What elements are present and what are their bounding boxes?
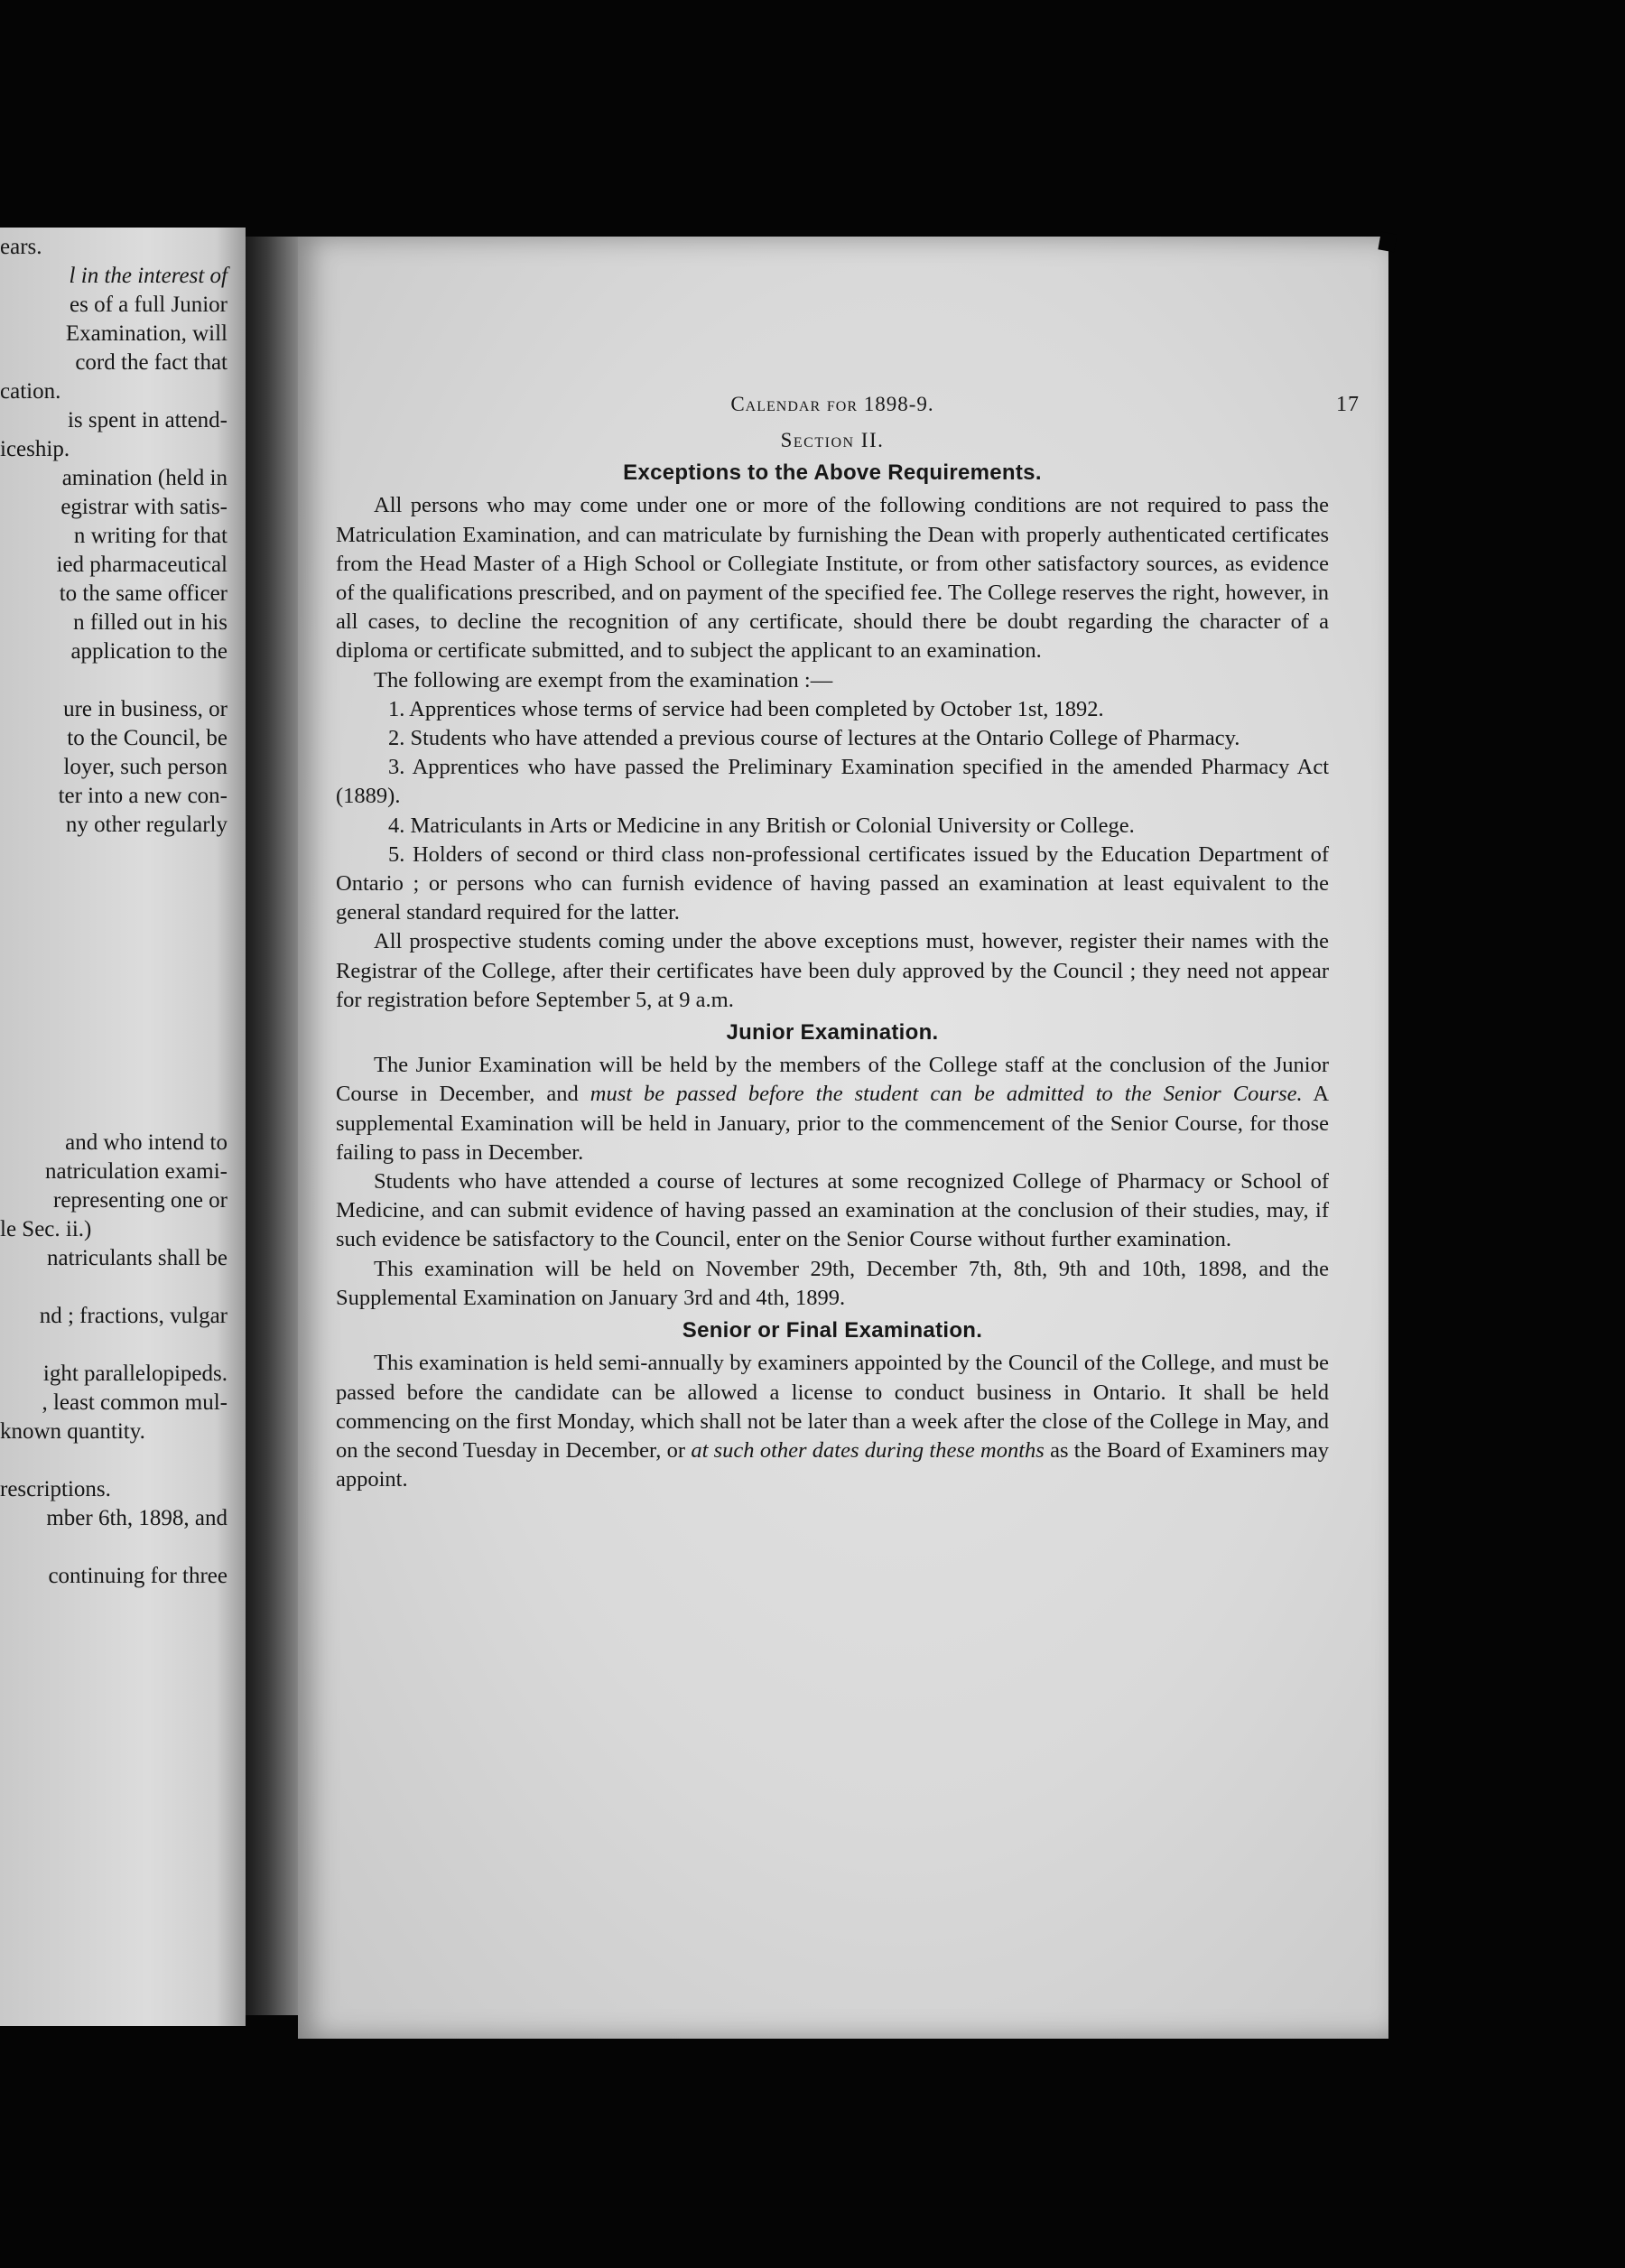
left-page-line: is spent in attend- <box>67 408 228 432</box>
left-page-line: natriculants shall be <box>47 1246 228 1270</box>
left-page-line: known quantity. <box>0 1419 145 1444</box>
left-page-line: to the Council, be <box>67 726 228 750</box>
page-content <box>336 390 1360 1494</box>
junior-paragraph-1 <box>336 1051 1329 1167</box>
senior-heading: Senior or Final Examination. <box>682 1318 983 1343</box>
junior-paragraph-2: Students who have attended a course of lectures at some recognized College of Pharmacy or School of Medicine, and can submit evidence of having passed an examination at the conclusion of their studies, may, if such evidence be satisfactory to the Council, enter on the Senior Course without further examination. <box>336 1169 1329 1252</box>
left-page-line: cord the fact that <box>75 350 228 375</box>
junior-p1-italic: must be passed before the student can be admitted to the Senior Course. <box>590 1082 1303 1107</box>
left-page-line: nd ; fractions, vulgar <box>39 1304 228 1328</box>
left-page-line: cation. <box>0 379 61 404</box>
left-page-line: natriculation exami- <box>44 1159 228 1184</box>
running-header <box>336 390 1360 424</box>
left-page-line: to the same officer <box>59 581 228 606</box>
left-page-line: le Sec. ii.) <box>0 1217 92 1241</box>
left-page-line: Examination, will <box>65 321 228 346</box>
left-page-line: l in the interest of <box>69 264 228 288</box>
left-page-line: egistrar with satis- <box>60 495 228 519</box>
exceptions-intro: All persons who may come under one or more of the following conditions are not required to pass the Matriculation Examination, and can matriculate by furnishing the Dean with properly authenticated certificates from the Head Master of a High School or Collegiate Institute, or from other satisfactory sources, as evidence of the qualifications prescribed, and on payment of the specified fee. The College reserves the right, however, in all cases, to decline the recognition of any certificate, should there be doubt regarding the character of a diploma or certificate submitted, and to subject the applicant to an examination. <box>336 493 1329 664</box>
exempt-item-2: 2. Students who have attended a previous course of lectures at the Ontario College of Pharmacy. <box>388 726 1240 751</box>
left-page-line: iceship. <box>0 437 70 461</box>
senior-paragraph-1 <box>336 1349 1329 1494</box>
junior-p1-text-b: A supplemental Examination will be held in January, prior to the commencement of the Senior Course, for those failing to pass in December. <box>336 1082 1330 1165</box>
page-corner <box>1378 232 1397 253</box>
left-page-line: ied pharmaceutical <box>56 553 228 577</box>
senior-p1-text-b: as the Board of Examiners may appoint. <box>336 1437 1329 1492</box>
left-page-line: , least common mul- <box>42 1390 228 1415</box>
left-page-line: continuing for three <box>48 1564 228 1588</box>
exceptions-heading: Exceptions to the Above Requirements. <box>623 460 1042 486</box>
left-page-line: n writing for that <box>73 524 228 548</box>
exempt-item-4: 4. Matriculants in Arts or Medicine in any British or Colonial University or College. <box>388 813 1135 838</box>
junior-p1-text-a: The Junior Examination will be held by the members of the College staff at the conclusion of the Junior Course in December, and <box>336 1053 1329 1107</box>
junior-paragraph-3: This examination will be held on November 29th, December 7th, 8th, 9th and 10th, 1898, and the Supplemental Examination on January 3rd and 4th, 1899. <box>336 1256 1329 1310</box>
running-title: Calendar for 1898-9. <box>730 393 934 415</box>
left-page-line: es of a full Junior <box>70 293 228 317</box>
page-number: 17 <box>1336 393 1360 416</box>
exceptions-closing: All prospective students coming under the above exceptions must, however, register their names with the Registrar of the College, after their certificates have been duly approved by the Council ; they need not appear for registration before September 5, at 9 a.m. <box>336 929 1329 1012</box>
exempt-item-5: 5. Holders of second or third class non-professional certificates issued by the Education Department of Ontario ; or persons who can furnish evidence of having passed an examination at least equivalent to the general standard required for the latter. <box>336 841 1329 925</box>
left-page-line: ears. <box>0 235 42 259</box>
left-page-line: representing one or <box>53 1188 228 1213</box>
left-page-line: mber 6th, 1898, and <box>46 1506 228 1530</box>
junior-heading: Junior Examination. <box>726 1020 939 1046</box>
left-page-line: ure in business, or <box>63 697 228 721</box>
left-page-fragment <box>0 228 246 2026</box>
left-page-line: loyer, such person <box>63 755 228 779</box>
left-page-line: ight parallelopipeds. <box>42 1362 228 1386</box>
senior-p1-text-a: This examination is held semi-annually by examiners appointed by the Council of the College, and must be passed before the candidate can be allowed a license to conduct business in Ontario. It shall be held commencing on the first Monday, which shall not be later than a week after the close of the College in May, and on the second Tuesday in December, or <box>336 1351 1329 1463</box>
left-page-line: ter into a new con- <box>58 784 228 808</box>
senior-p1-italic: at such other dates during these months <box>691 1437 1045 1463</box>
left-page-line: application to the <box>70 639 228 664</box>
exempt-item-1: 1. Apprentices whose terms of service had been completed by October 1st, 1892. <box>388 696 1104 721</box>
left-page-line: and who intend to <box>65 1130 228 1155</box>
exempt-lead: The following are exempt from the examination :— <box>374 667 833 692</box>
left-page-line: n filled out in his <box>73 610 228 635</box>
section-label: Section II. <box>780 429 885 451</box>
left-page-line: rescriptions. <box>0 1477 111 1501</box>
exempt-item-3: 3. Apprentices who have passed the Preliminary Examination specified in the amended Pharmacy Act (1889). <box>336 755 1329 809</box>
left-page-line: ny other regularly <box>65 813 228 837</box>
right-page <box>298 237 1388 2039</box>
left-page-line: amination (held in <box>61 466 228 490</box>
